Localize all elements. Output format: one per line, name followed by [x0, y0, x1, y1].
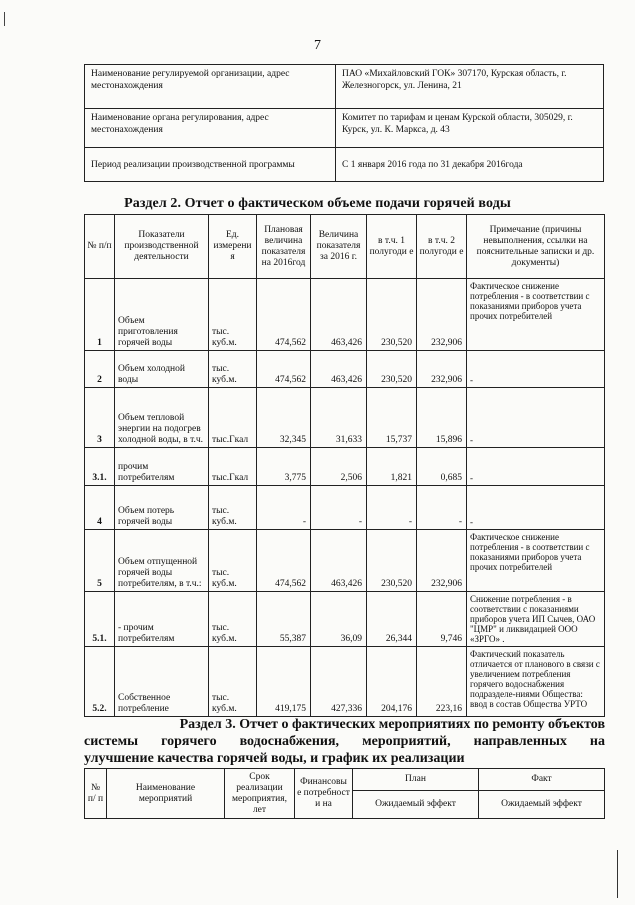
- fact-expected-effect: Ожидаемый эффект: [479, 791, 605, 819]
- unit-cell: тыс. куб.м.: [209, 647, 257, 717]
- info-label: Наименование органа регулирования, адрес местонахождения: [85, 109, 336, 148]
- col-header-half2: в т.ч. 2 полугоди е: [417, 215, 467, 279]
- note-cell: Фактическое снижение потребления - в соответствии с показаниями приборов учета прочих потребителей: [467, 279, 605, 351]
- col-header-term: Срок реализации мероприятия, лет: [225, 769, 295, 819]
- unit-cell: тыс. куб.м.: [209, 530, 257, 592]
- repair-measures-table: [84, 768, 605, 819]
- section-3-title: [84, 716, 605, 767]
- info-value: Комитет по тарифам и ценам Курской области, 305029, г. Курск, ул. К. Маркса, д. 43: [336, 109, 604, 148]
- section-3-title-line1: Раздел 3. Отчет о фактических мероприятиях по ремонту объектов: [179, 717, 605, 732]
- row-number: 5.1.: [85, 592, 115, 647]
- indicator-name: Объем приготовления горячей воды: [115, 279, 209, 351]
- unit-cell: тыс.Гкал: [209, 448, 257, 486]
- col-header-fact: Величина показателя за 2016 г.: [311, 215, 367, 279]
- half2-value: 0,685: [417, 448, 467, 486]
- indicator-name: - прочим потребителям: [115, 592, 209, 647]
- unit-cell: тыс.Гкал: [209, 388, 257, 448]
- scan-margin-mark: [4, 12, 5, 26]
- note-cell: Фактическое снижение потребления - в соответствии с показаниями приборов учета прочих потребителей: [467, 530, 605, 592]
- plan-value: 419,175: [257, 647, 311, 717]
- fact-value: 36,09: [311, 592, 367, 647]
- fact-value: 2,506: [311, 448, 367, 486]
- col-header-unit: Ед. измерени я: [209, 215, 257, 279]
- title-word: на: [589, 734, 605, 749]
- col-header-note: Примечание (причины невыполнения, ссылки на пояснительные записки и др. документы): [467, 215, 605, 279]
- fact-value: 427,336: [311, 647, 367, 717]
- info-value: ПАО «Михайловский ГОК» 307170, Курская область, г. Железногорск, ул. Ленина, 21: [336, 65, 604, 109]
- half1-value: 26,344: [367, 592, 417, 647]
- col-header-financing: Финансовы е потребност и на: [295, 769, 353, 819]
- title-word: мероприятий,: [362, 734, 451, 749]
- half2-value: 232,906: [417, 279, 467, 351]
- row-number: 3: [85, 388, 115, 448]
- section-2-title: Раздел 2. Отчет о фактическом объеме подачи горячей воды: [124, 196, 511, 211]
- title-word: горячего: [161, 734, 217, 749]
- row-number: 1: [85, 279, 115, 351]
- fact-value: 463,426: [311, 351, 367, 388]
- section-3-title-line2: [84, 733, 605, 750]
- table-header-row: [85, 215, 605, 279]
- table-row: [85, 647, 605, 717]
- table-row: [85, 486, 605, 530]
- half1-value: 230,520: [367, 279, 417, 351]
- unit-cell: тыс. куб.м.: [209, 279, 257, 351]
- table-header-row: [85, 769, 605, 791]
- row-number: 3.1.: [85, 448, 115, 486]
- table-row: [85, 351, 605, 388]
- plan-value: 474,562: [257, 279, 311, 351]
- table-row: [85, 530, 605, 592]
- scan-edge-line: [617, 850, 618, 898]
- half1-value: 15,737: [367, 388, 417, 448]
- half2-value: 232,906: [417, 351, 467, 388]
- indicator-name: прочим потребителям: [115, 448, 209, 486]
- unit-cell: тыс. куб.м.: [209, 592, 257, 647]
- half1-value: 1,821: [367, 448, 417, 486]
- half2-value: 223,16: [417, 647, 467, 717]
- fact-value: 463,426: [311, 279, 367, 351]
- plan-value: 32,345: [257, 388, 311, 448]
- info-label: Наименование регулируемой организации, адрес местонахождения: [85, 65, 336, 109]
- half1-value: 204,176: [367, 647, 417, 717]
- fact-value: 463,426: [311, 530, 367, 592]
- col-header-plan: Плановая величина показателя на 2016год: [257, 215, 311, 279]
- info-row: [85, 109, 604, 148]
- note-cell: -: [467, 351, 605, 388]
- col-header-number: № п/ п: [85, 769, 107, 819]
- title-word: водоснабжения,: [239, 734, 340, 749]
- col-header-half1: в т.ч. 1 полугоди е: [367, 215, 417, 279]
- info-row: [85, 65, 604, 109]
- fact-value: 31,633: [311, 388, 367, 448]
- info-value: С 1 января 2016 года по 31 декабря 2016года: [336, 148, 604, 182]
- row-number: 5.2.: [85, 647, 115, 717]
- info-label: Период реализации производственной программы: [85, 148, 336, 182]
- half2-value: 232,906: [417, 530, 467, 592]
- plan-value: 474,562: [257, 351, 311, 388]
- unit-cell: тыс. куб.м.: [209, 486, 257, 530]
- info-row: [85, 148, 604, 182]
- organization-info-table: [84, 64, 604, 182]
- section-3-title-line3: улучшение качества горячей воды, и график их реализации: [84, 751, 465, 766]
- col-header-fact: Факт: [479, 769, 605, 791]
- table-row: [85, 448, 605, 486]
- indicator-name: Собственное потребление: [115, 647, 209, 717]
- table-row: [85, 279, 605, 351]
- half1-value: 230,520: [367, 530, 417, 592]
- plan-value: 55,387: [257, 592, 311, 647]
- col-header-indicator: Показатели производственной деятельности: [115, 215, 209, 279]
- indicator-name: Объем тепловой энергии на подогрев холодной воды, в т.ч.: [115, 388, 209, 448]
- hot-water-volume-table: [84, 214, 605, 717]
- page-number: 7: [314, 38, 321, 53]
- plan-value: 474,562: [257, 530, 311, 592]
- row-number: 4: [85, 486, 115, 530]
- note-cell: Фактический показатель отличается от планового в связи с увеличением потребления горячего водоснабжения подразделе-ниями Общества: ввод в состав Общества УРТО: [467, 647, 605, 717]
- table-row: [85, 592, 605, 647]
- indicator-name: Объем отпущенной горячей воды потребителям, в т.ч.:: [115, 530, 209, 592]
- half2-value: 9,746: [417, 592, 467, 647]
- title-word: системы: [84, 734, 139, 749]
- plan-value: 3,775: [257, 448, 311, 486]
- half2-value: 15,896: [417, 388, 467, 448]
- note-cell: Снижение потребления - в соответствии с показаниями приборов учета ИП Сычев, ОАО "ЦМР" и ликвидацией ООО «ЗРГО» .: [467, 592, 605, 647]
- indicator-name: Объем холодной воды: [115, 351, 209, 388]
- col-header-plan: План: [353, 769, 479, 791]
- half1-value: 230,520: [367, 351, 417, 388]
- table-row: [85, 388, 605, 448]
- note-cell: -: [467, 486, 605, 530]
- note-cell: -: [467, 448, 605, 486]
- row-number: 5: [85, 530, 115, 592]
- fact-value: -: [311, 486, 367, 530]
- plan-value: -: [257, 486, 311, 530]
- indicator-name: Объем потерь горячей воды: [115, 486, 209, 530]
- plan-expected-effect: Ожидаемый эффект: [353, 791, 479, 819]
- note-cell: -: [467, 388, 605, 448]
- unit-cell: тыс. куб.м.: [209, 351, 257, 388]
- row-number: 2: [85, 351, 115, 388]
- col-header-measures: Наименование мероприятий: [107, 769, 225, 819]
- half1-value: -: [367, 486, 417, 530]
- title-word: направленных: [473, 734, 567, 749]
- half2-value: -: [417, 486, 467, 530]
- col-header-number: № п/п: [85, 215, 115, 279]
